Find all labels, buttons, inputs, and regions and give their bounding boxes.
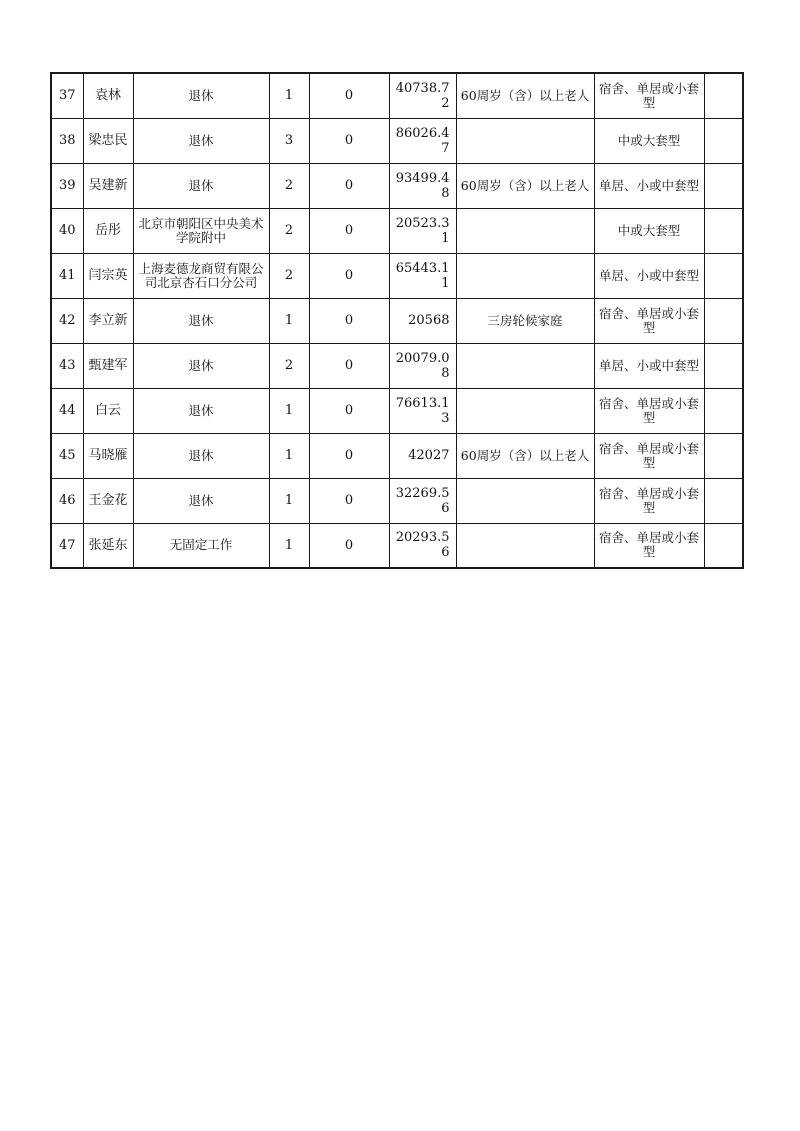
cell-category [456, 388, 594, 433]
table-row [51, 388, 743, 433]
cell-housing-type: 宿舍、单居或小套型 [594, 73, 704, 118]
cell-category [456, 118, 594, 163]
cell-employer: 退休 [133, 118, 269, 163]
cell-housing-type: 单居、小或中套型 [594, 163, 704, 208]
cell-family-members: 1 [269, 523, 309, 568]
cell-housing-count: 0 [309, 388, 389, 433]
cell-employer: 退休 [133, 163, 269, 208]
cell-name: 马晓雁 [83, 433, 133, 478]
cell-name: 白云 [83, 388, 133, 433]
cell-employer: 退休 [133, 388, 269, 433]
cell-note [704, 478, 743, 523]
cell-housing-type: 宿舍、单居或小套型 [594, 523, 704, 568]
cell-family-members: 2 [269, 208, 309, 253]
table-row [51, 208, 743, 253]
cell-housing-type: 宿舍、单居或小套型 [594, 433, 704, 478]
table-row [51, 163, 743, 208]
cell-category [456, 343, 594, 388]
cell-number: 38 [51, 118, 83, 163]
cell-income: 93499.48 [389, 163, 456, 208]
cell-housing-type: 宿舍、单居或小套型 [594, 298, 704, 343]
cell-family-members: 2 [269, 253, 309, 298]
cell-category [456, 523, 594, 568]
cell-category [456, 478, 594, 523]
cell-housing-type: 宿舍、单居或小套型 [594, 478, 704, 523]
cell-employer: 无固定工作 [133, 523, 269, 568]
cell-housing-count: 0 [309, 208, 389, 253]
cell-family-members: 2 [269, 343, 309, 388]
cell-note [704, 433, 743, 478]
cell-name: 袁林 [83, 73, 133, 118]
cell-family-members: 1 [269, 388, 309, 433]
cell-family-members: 2 [269, 163, 309, 208]
cell-income: 42027 [389, 433, 456, 478]
cell-housing-count: 0 [309, 523, 389, 568]
cell-name: 甄建军 [83, 343, 133, 388]
cell-name: 岳彤 [83, 208, 133, 253]
cell-number: 42 [51, 298, 83, 343]
cell-note [704, 523, 743, 568]
cell-note [704, 118, 743, 163]
cell-housing-count: 0 [309, 253, 389, 298]
cell-housing-count: 0 [309, 73, 389, 118]
cell-employer: 退休 [133, 298, 269, 343]
cell-housing-count: 0 [309, 478, 389, 523]
cell-note [704, 73, 743, 118]
cell-category: 60周岁（含）以上老人 [456, 73, 594, 118]
cell-number: 41 [51, 253, 83, 298]
cell-name: 闫宗英 [83, 253, 133, 298]
cell-income: 65443.11 [389, 253, 456, 298]
cell-income: 76613.13 [389, 388, 456, 433]
table-row [51, 73, 743, 118]
cell-employer: 退休 [133, 478, 269, 523]
table-row [51, 118, 743, 163]
cell-housing-count: 0 [309, 118, 389, 163]
cell-note [704, 388, 743, 433]
cell-name: 吴建新 [83, 163, 133, 208]
cell-name: 梁忠民 [83, 118, 133, 163]
table-row [51, 523, 743, 568]
table-row [51, 253, 743, 298]
cell-housing-type: 中或大套型 [594, 208, 704, 253]
cell-income: 20568 [389, 298, 456, 343]
cell-note [704, 253, 743, 298]
cell-family-members: 3 [269, 118, 309, 163]
cell-number: 47 [51, 523, 83, 568]
cell-income: 20079.08 [389, 343, 456, 388]
cell-name: 张延东 [83, 523, 133, 568]
table-row [51, 478, 743, 523]
cell-number: 45 [51, 433, 83, 478]
cell-category: 60周岁（含）以上老人 [456, 433, 594, 478]
cell-employer: 退休 [133, 73, 269, 118]
cell-name: 李立新 [83, 298, 133, 343]
cell-number: 44 [51, 388, 83, 433]
cell-note [704, 208, 743, 253]
cell-family-members: 1 [269, 478, 309, 523]
cell-category: 三房轮候家庭 [456, 298, 594, 343]
cell-category: 60周岁（含）以上老人 [456, 163, 594, 208]
cell-income: 20523.31 [389, 208, 456, 253]
table-row [51, 343, 743, 388]
cell-income: 86026.47 [389, 118, 456, 163]
cell-number: 46 [51, 478, 83, 523]
cell-housing-count: 0 [309, 343, 389, 388]
cell-employer: 上海麦德龙商贸有限公司北京杏石口分公司 [133, 253, 269, 298]
cell-employer: 退休 [133, 433, 269, 478]
cell-housing-type: 单居、小或中套型 [594, 253, 704, 298]
table-row [51, 433, 743, 478]
cell-note [704, 298, 743, 343]
cell-name: 王金花 [83, 478, 133, 523]
cell-category [456, 253, 594, 298]
cell-number: 39 [51, 163, 83, 208]
cell-income: 32269.56 [389, 478, 456, 523]
cell-housing-type: 单居、小或中套型 [594, 343, 704, 388]
cell-number: 43 [51, 343, 83, 388]
cell-housing-type: 宿舍、单居或小套型 [594, 388, 704, 433]
cell-housing-count: 0 [309, 298, 389, 343]
cell-category [456, 208, 594, 253]
cell-family-members: 1 [269, 433, 309, 478]
cell-family-members: 1 [269, 73, 309, 118]
cell-note [704, 343, 743, 388]
cell-employer: 退休 [133, 343, 269, 388]
cell-family-members: 1 [269, 298, 309, 343]
cell-number: 40 [51, 208, 83, 253]
cell-income: 20293.56 [389, 523, 456, 568]
cell-number: 37 [51, 73, 83, 118]
cell-employer: 北京市朝阳区中央美术学院附中 [133, 208, 269, 253]
cell-housing-type: 中或大套型 [594, 118, 704, 163]
cell-housing-count: 0 [309, 433, 389, 478]
table-row [51, 298, 743, 343]
cell-note [704, 163, 743, 208]
cell-housing-count: 0 [309, 163, 389, 208]
applicant-table [50, 72, 744, 569]
table-body [51, 73, 743, 568]
cell-income: 40738.72 [389, 73, 456, 118]
